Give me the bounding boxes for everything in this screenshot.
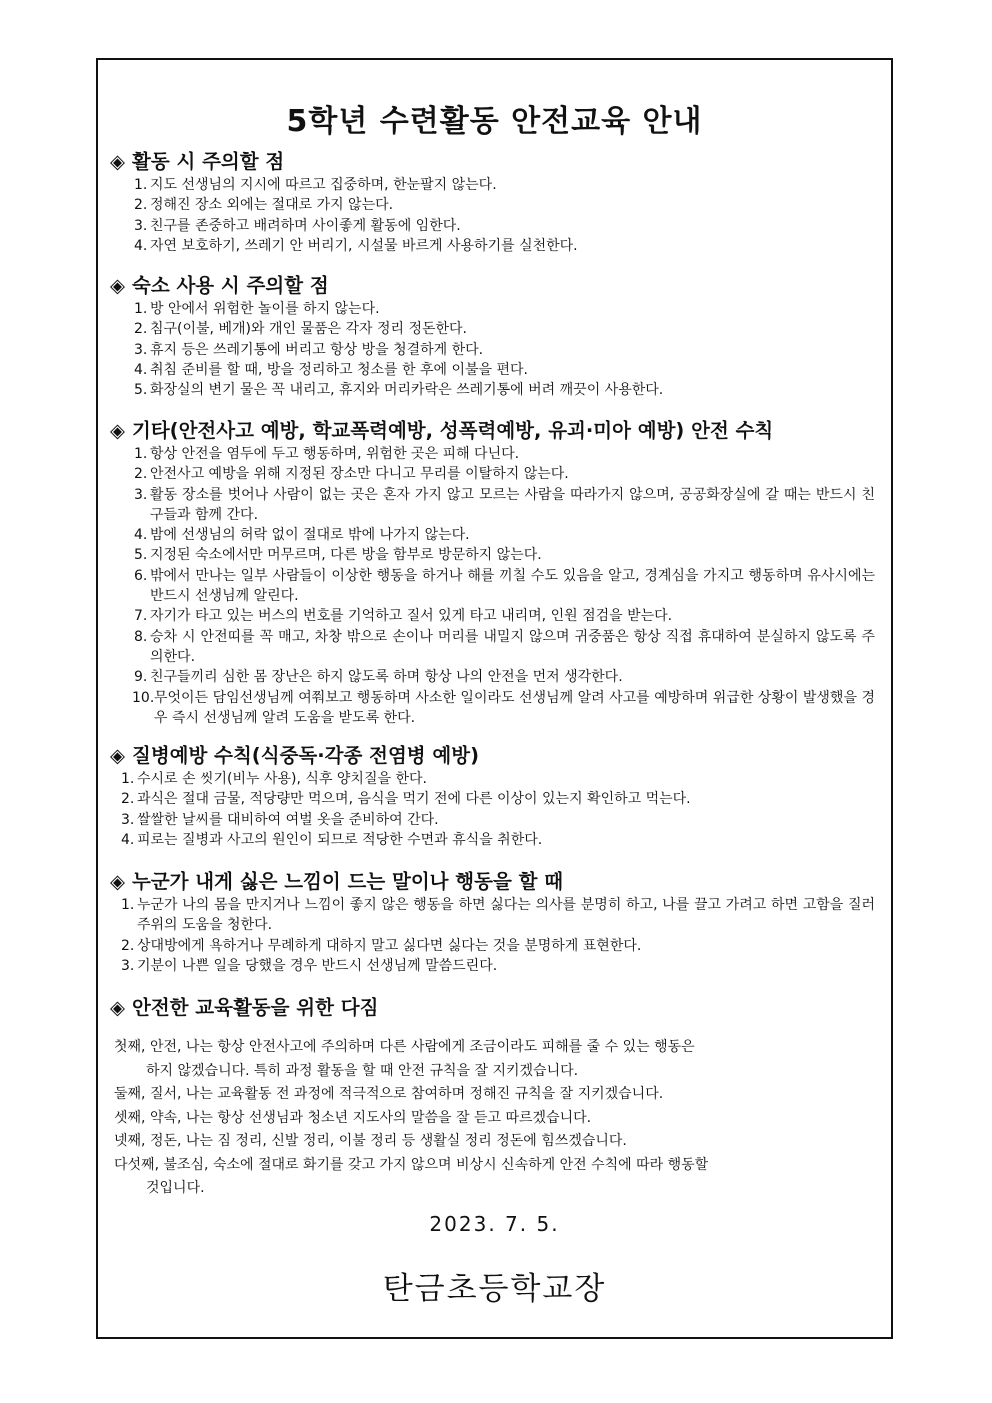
list-item: 4. 자연 보호하기, 쓰레기 안 버리기, 시설물 바르게 사용하기를 실천한다.: [134, 237, 578, 254]
list-item: 2. 상대방에게 욕하거나 무례하게 대하지 말고 싫다면 싫다는 것을 분명하게 표현한다.: [121, 937, 642, 954]
section-heading: ◈ 숙소 사용 시 주의할 점: [110, 274, 329, 297]
diamond-bullet-icon: ◈: [110, 870, 125, 893]
list-item: 1. 방 안에서 위험한 놀이를 하지 않는다.: [134, 301, 380, 317]
document-date: 2023. 7. 5.: [429, 1212, 560, 1236]
list-item: 6. 밖에서 만나는 일부 사람들이 이상한 행동을 하거나 해를 끼칠 수도 있음을 알고, 경계심을 가지고 행동하며 유사시에는 반드시 선생님께 알린다.: [134, 567, 875, 605]
section-heading: ◈ 활동 시 주의할 점: [110, 150, 285, 173]
section-heading: ◈ 기타(안전사고 예방, 학교폭력예방, 성폭력예방, 유괴·미아 예방) 안전 수칙: [110, 419, 774, 442]
rule-list: [110, 299, 881, 400]
diamond-bullet-icon: ◈: [110, 274, 125, 297]
list-item: 4. 취침 준비를 할 때, 방을 정리하고 청소를 한 후에 이불을 편다.: [134, 361, 528, 378]
list-item: 1. 지도 선생님의 지시에 따르고 집중하며, 한눈팔지 않는다.: [134, 177, 497, 193]
section-disease-prevention: [110, 742, 881, 850]
list-item: 2. 침구(이불, 베개)와 개인 물품은 각자 정리 정돈한다.: [134, 321, 468, 338]
diamond-bullet-icon: ◈: [110, 996, 125, 1019]
diamond-bullet-icon: ◈: [110, 744, 125, 767]
pledge-item: 첫째, 안전, 나는 항상 안전사고에 주의하며 다른 사람에게 조금이라도 피해를 줄 수 있는 행동은 하지 않겠습니다. 특히 과정 활동을 할 때 안전 규칙을 잘 지키겠습니다.: [114, 1039, 695, 1079]
rule-list: [110, 895, 881, 976]
list-item: 9. 친구들끼리 심한 몸 장난은 하지 않도록 하며 항상 나의 안전을 먼저 생각한다.: [134, 669, 623, 686]
rule-list: [110, 444, 881, 728]
page-title: 5학년 수련활동 안전교육 안내: [286, 104, 703, 139]
list-item: 3. 친구를 존중하고 배려하며 사이좋게 활동에 임한다.: [134, 217, 461, 234]
list-item: 1. 수시로 손 씻기(비누 사용), 식후 양치질을 한다.: [121, 771, 427, 787]
pledge-item: 셋째, 약속, 나는 항상 선생님과 청소년 지도사의 말씀을 잘 듣고 따르겠습니다.: [114, 1109, 592, 1126]
list-item: 3. 휴지 등은 쓰레기통에 버리고 항상 방을 청결하게 한다.: [134, 341, 484, 358]
list-item: 8. 승차 시 안전띠를 꼭 매고, 차창 밖으로 손이나 머리를 내밀지 않으며 귀중품은 항상 직접 휴대하여 분실하지 않도록 주의한다.: [134, 628, 875, 665]
list-item: 3. 기분이 나쁜 일을 당했을 경우 반드시 선생님께 말씀드린다.: [121, 957, 498, 974]
list-item: 3. 활동 장소를 벗어나 사람이 없는 곳은 혼자 가지 않고 모르는 사람을 따라가지 않으며, 공공화장실에 갈 때는 반드시 친구들과 함께 간다.: [134, 486, 875, 523]
pledge-item: 다섯째, 불조심, 숙소에 절대로 화기를 갖고 가지 않으며 비상시 신속하게 안전 수칙에 따라 행동할 것입니다.: [114, 1156, 709, 1196]
section-pledge: [110, 994, 881, 1021]
section-heading: ◈ 질병예방 수칙(식중독·각종 전염병 예방): [110, 744, 479, 767]
list-item: 1. 항상 안전을 염두에 두고 행동하며, 위험한 곳은 피해 다닌다.: [134, 446, 520, 462]
section-dorm-rules: [110, 272, 881, 400]
list-item: 2. 과식은 절대 금물, 적당량만 먹으며, 음식을 먹기 전에 다른 이상이 있는지 확인하고 먹는다.: [121, 791, 691, 808]
list-item: 5. 화장실의 변기 물은 꼭 내리고, 휴지와 머리카락은 쓰레기통에 버려 깨끗이 사용한다.: [134, 382, 664, 399]
list-item: 4. 밤에 선생님의 허락 없이 절대로 밖에 나가지 않는다.: [134, 527, 470, 544]
list-item: 1. 누군가 나의 몸을 만지거나 느낌이 좋지 않은 행동을 하면 싫다는 의사를 분명히 하고, 나를 끌고 가려고 하면 고함을 질러 주위의 도움을 청한다.: [121, 897, 875, 934]
list-item: 4. 피로는 질병과 사고의 원인이 되므로 적당한 수면과 휴식을 취한다.: [121, 831, 543, 848]
section-heading: ◈ 안전한 교육활동을 위한 다짐: [110, 996, 379, 1019]
diamond-bullet-icon: ◈: [110, 419, 125, 442]
rule-list: [110, 769, 881, 850]
list-item: 7. 자기가 타고 있는 버스의 번호를 기억하고 질서 있게 타고 내리며, 인원 점검을 받는다.: [134, 608, 673, 625]
document-frame: [96, 58, 893, 1339]
section-activity-rules: [110, 148, 881, 256]
rule-list: [110, 175, 881, 256]
list-item: 3. 쌀쌀한 날씨를 대비하여 여벌 옷을 준비하여 간다.: [121, 811, 439, 828]
list-item: 2. 안전사고 예방을 위해 지정된 장소만 다니고 무리를 이탈하지 않는다.: [134, 466, 569, 483]
section-heading: ◈ 누군가 내게 싫은 느낌이 드는 말이나 행동을 할 때: [110, 870, 564, 893]
section-safety-rules: [110, 417, 881, 728]
school-signature: 탄금초등학교장: [382, 1271, 607, 1307]
list-item: 10. 무엇이든 담임선생님께 여쭤보고 행동하며 사소한 일이라도 선생님께 알려 사고를 예방하며 위급한 상황이 발생했을 경우 즉시 선생님께 알려 도움을 받도록 한다.: [132, 689, 875, 726]
section-uncomfortable-situations: [110, 868, 881, 976]
list-item: 2. 정해진 장소 외에는 절대로 가지 않는다.: [134, 197, 394, 214]
pledge-item: 넷째, 정돈, 나는 짐 정리, 신발 정리, 이불 정리 등 생활실 정리 정돈에 힘쓰겠습니다.: [114, 1133, 627, 1149]
diamond-bullet-icon: ◈: [110, 150, 125, 173]
pledge-list: [114, 1036, 871, 1201]
list-item: 5. 지정된 숙소에서만 머무르며, 다른 방을 함부로 방문하지 않는다.: [134, 547, 542, 564]
pledge-item: 둘째, 질서, 나는 교육활동 전 과정에 적극적으로 참여하며 정해진 규칙을 잘 지키겠습니다.: [114, 1086, 664, 1102]
